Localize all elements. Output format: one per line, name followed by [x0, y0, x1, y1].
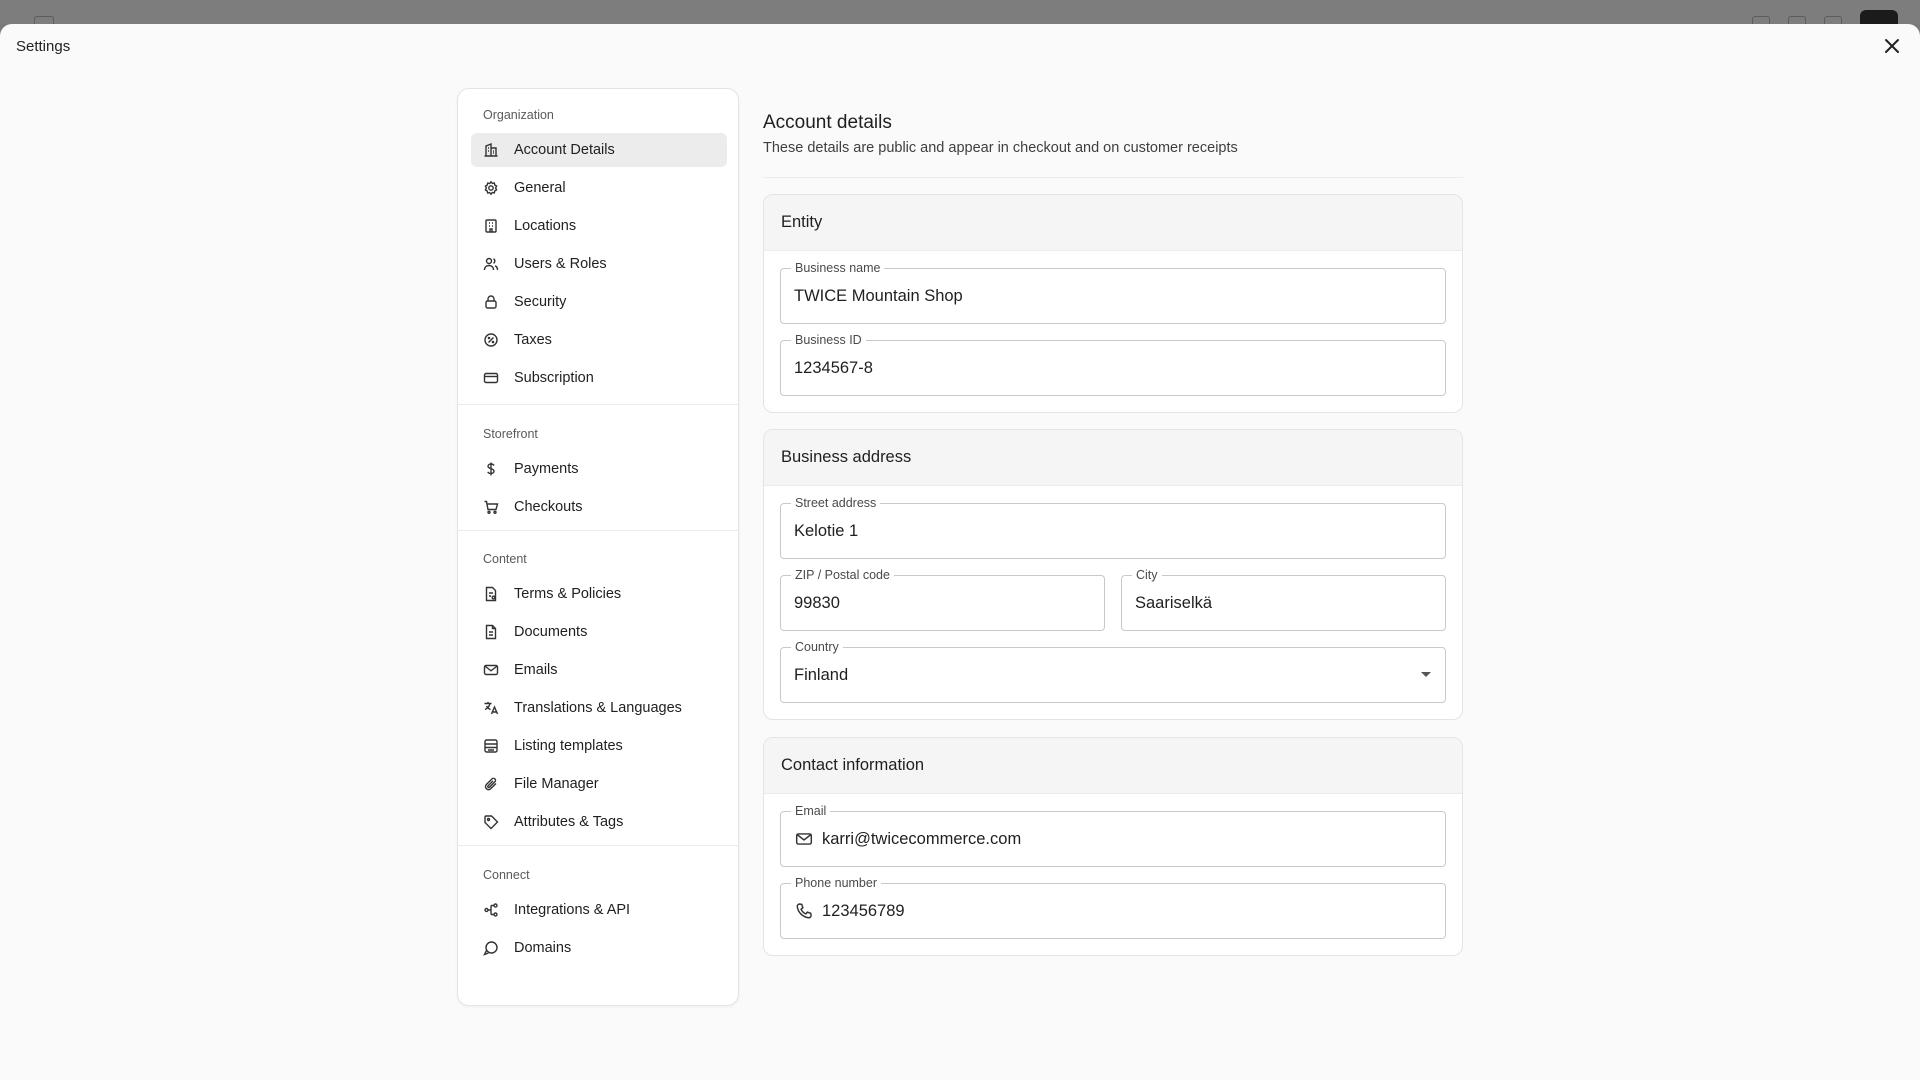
lock-icon	[483, 294, 499, 310]
contact-information-card	[763, 737, 1463, 956]
field-value: TWICE Mountain Shop	[794, 286, 963, 305]
street-address-field[interactable]	[780, 496, 1446, 559]
country-select[interactable]	[780, 640, 1446, 703]
settings-sidebar	[457, 88, 739, 1006]
card-heading: Entity	[764, 195, 1462, 251]
translate-icon	[483, 700, 499, 716]
page-title: Account details	[763, 112, 892, 133]
close-icon	[1883, 37, 1901, 55]
sidebar-item-label: Checkouts	[514, 499, 583, 515]
document-icon	[483, 624, 499, 640]
section-label-content: Content	[483, 552, 527, 566]
sidebar-item-label: Terms & Policies	[514, 586, 622, 602]
settings-modal	[0, 24, 1920, 1080]
sidebar-item-documents[interactable]	[471, 615, 727, 649]
zip-code-field[interactable]	[780, 568, 1105, 631]
sidebar-item-integrations-api[interactable]	[471, 893, 727, 927]
sidebar-item-subscription[interactable]	[471, 361, 727, 395]
sidebar-item-label: Domains	[514, 940, 572, 956]
sidebar-item-locations[interactable]	[471, 209, 727, 243]
background-app-bar	[0, 0, 1920, 24]
phone-number-field[interactable]	[780, 876, 1446, 939]
field-label: Street address	[791, 495, 880, 511]
sidebar-item-label: Taxes	[514, 332, 552, 348]
email-field[interactable]	[780, 804, 1446, 867]
field-label: Business ID	[791, 332, 866, 348]
field-value: Finland	[794, 665, 849, 684]
domain-icon	[483, 940, 499, 956]
chevron-down-icon	[1421, 672, 1431, 677]
section-divider	[458, 404, 738, 405]
sidebar-item-attributes-tags[interactable]	[471, 805, 727, 839]
sidebar-item-terms-policies[interactable]	[471, 577, 727, 611]
credit-card-icon	[483, 370, 499, 386]
field-label: Phone number	[791, 875, 881, 891]
policy-document-icon	[483, 586, 499, 602]
business-name-field[interactable]	[780, 261, 1446, 324]
sidebar-item-label: Integrations & API	[514, 902, 631, 918]
envelope-icon	[795, 830, 813, 848]
paperclip-icon	[483, 776, 499, 792]
sidebar-item-label: File Manager	[514, 776, 599, 792]
sidebar-item-checkouts[interactable]	[471, 490, 727, 524]
envelope-icon	[483, 662, 499, 678]
field-label: Email	[791, 803, 830, 819]
divider	[763, 177, 1463, 178]
field-value: 1234567-8	[794, 358, 873, 377]
sidebar-item-label: Subscription	[514, 370, 594, 386]
users-icon	[483, 256, 499, 272]
tag-icon	[483, 814, 499, 830]
sidebar-item-file-manager[interactable]	[471, 767, 727, 801]
sidebar-item-translations-languages[interactable]	[471, 691, 727, 725]
gear-icon	[483, 180, 499, 196]
sidebar-item-label: Attributes & Tags	[514, 814, 624, 830]
sidebar-item-label: Translations & Languages	[514, 700, 682, 716]
field-label: Country	[791, 639, 843, 655]
sidebar-item-payments[interactable]	[471, 452, 727, 486]
sidebar-item-listing-templates[interactable]	[471, 729, 727, 763]
section-divider	[458, 845, 738, 846]
sidebar-item-label: Payments	[514, 461, 579, 477]
section-divider	[458, 530, 738, 531]
location-building-icon	[483, 218, 499, 234]
field-value: Saariselkä	[1135, 593, 1213, 612]
sidebar-item-label: Security	[514, 294, 567, 310]
field-value: 123456789	[822, 901, 905, 920]
modal-title: Settings	[16, 38, 71, 55]
field-label: ZIP / Postal code	[791, 567, 894, 583]
sidebar-item-label: Locations	[514, 218, 577, 234]
integration-icon	[483, 902, 499, 918]
building-icon	[483, 142, 499, 158]
dollar-icon	[483, 461, 499, 477]
city-field[interactable]	[1121, 568, 1446, 631]
sidebar-item-taxes[interactable]	[471, 323, 727, 357]
section-label-organization: Organization	[483, 108, 554, 122]
sidebar-item-label: Documents	[514, 624, 588, 640]
phone-icon	[795, 902, 813, 920]
field-value: Kelotie 1	[794, 521, 859, 540]
card-heading: Contact information	[764, 738, 1462, 794]
template-icon	[483, 738, 499, 754]
percent-badge-icon	[483, 332, 499, 348]
sidebar-item-label: Emails	[514, 662, 558, 678]
field-label: Business name	[791, 260, 884, 276]
sidebar-item-security[interactable]	[471, 285, 727, 319]
sidebar-item-label: Account Details	[514, 142, 615, 158]
card-heading: Business address	[764, 430, 1462, 486]
section-label-connect: Connect	[483, 868, 530, 882]
business-address-card	[763, 429, 1463, 720]
field-value: karri@twicecommerce.com	[822, 829, 1022, 848]
sidebar-item-label: Users & Roles	[514, 256, 607, 272]
field-label: City	[1132, 567, 1162, 583]
section-label-storefront: Storefront	[483, 427, 538, 441]
sidebar-item-domains[interactable]	[471, 931, 727, 965]
sidebar-item-account-details[interactable]	[471, 133, 727, 167]
sidebar-item-emails[interactable]	[471, 653, 727, 687]
field-value: 99830	[794, 593, 840, 612]
sidebar-item-label: Listing templates	[514, 738, 623, 754]
page-subtitle: These details are public and appear in checkout and on customer receipts	[763, 140, 1238, 156]
sidebar-item-users-roles[interactable]	[471, 247, 727, 281]
sidebar-item-general[interactable]	[471, 171, 727, 205]
business-id-field[interactable]	[780, 333, 1446, 396]
cart-icon	[483, 499, 499, 515]
sidebar-item-label: General	[514, 180, 566, 196]
close-button[interactable]	[1878, 32, 1906, 60]
entity-card	[763, 194, 1463, 413]
